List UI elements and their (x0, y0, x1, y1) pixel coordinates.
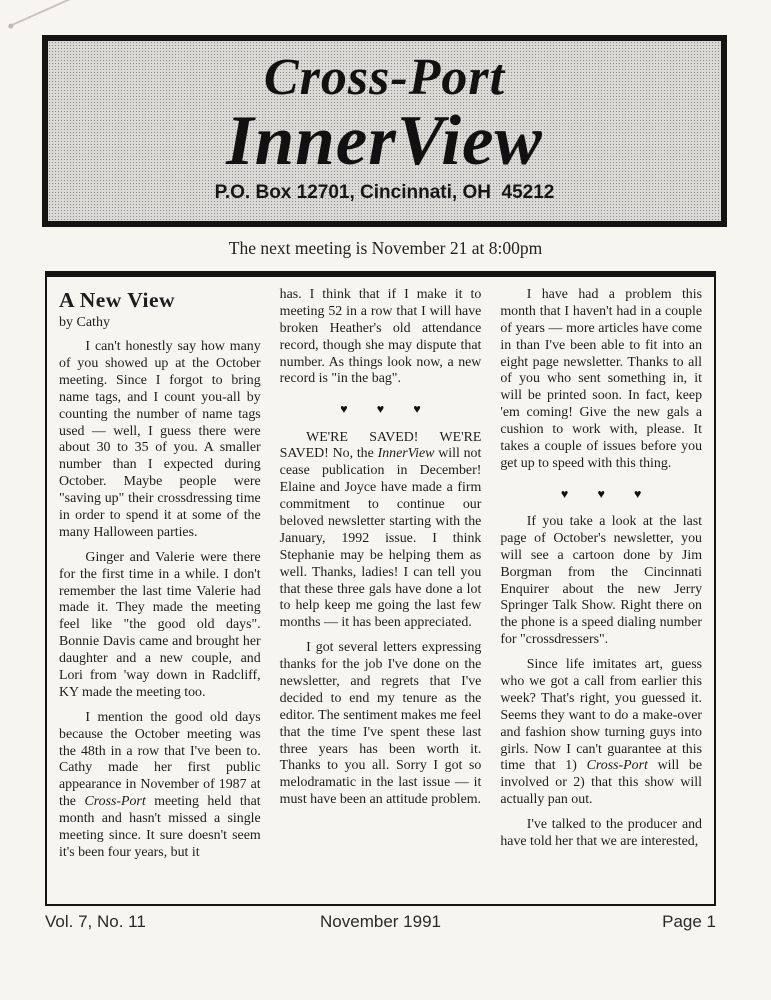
article-paragraph: I've talked to the producer and have told her that we are interested, (500, 817, 703, 850)
masthead-subtitle: InnerView (226, 102, 543, 181)
meeting-notice: The next meeting is November 21 at 8:00pm (228, 238, 543, 258)
masthead-address: P.O. Box 12701, Cincinnati, OH 45212 (214, 182, 555, 204)
hearts-divider: ♥ ♥ ♥ (560, 486, 655, 501)
page-footer (45, 912, 716, 932)
masthead-title: Cross-Port (263, 49, 506, 106)
article-byline: by Cathy (59, 315, 110, 331)
article-paragraph: If you take a look at the last page of October's newsletter, you will see a cartoon done by Jim Borgman from the Cincinnati Enquirer about the new Jerry Springer Talk Show. Right there on the phone is a speed dialing number for "crossdressers". (500, 513, 703, 648)
article-paragraph: Ginger and Valerie were there for the first time in a while. I don't remember the last time Valerie had made it. They made the meeting feel like "the good old days". Bonnie Davis came and brought her daughter and a new couple, and Lori from 'way down in Radcliff, KY made the meeting too. (59, 549, 261, 700)
scan-artifact (12, 0, 108, 26)
article-column-2 (280, 285, 482, 904)
footer-date: November 1991 (320, 912, 441, 931)
article-column-3 (500, 285, 702, 904)
article-paragraph: I got several letters expressing thanks for the job I've done on the newsletter, and regrets that I've decided to end my tenure as the editor. The sentiment makes me feel that the time I've spent these last three years has been worth it. Thanks to you all. Sorry I got so melodramatic in the last issue — it must have been an attitude problem. (279, 640, 482, 808)
article-column-1 (59, 285, 261, 904)
article-paragraph: has. I think that if I make it to meeting 52 in a row that I will have broken Heather's old attendance record, though she may dispute that number. As things look now, a new record is "in the bag". (279, 287, 482, 387)
article-paragraph: Since life imitates art, guess who we got a call from earlier this week? That's right, you guessed it. Seems they want to do a make-over and fashion show turning guys into girls. Now I can't guarantee at this time that 1) Cross-Port will be involved or 2) that this show will actually pan out. (500, 657, 703, 808)
article-paragraph: I mention the good old days because the October meeting was the 48th in a row that I've been to. Cathy made her first public appearance in November of 1987 at the Cross-Port meeting held that month and hasn't missed a single meeting since. It sure doesn't seem it's been four years, but it (59, 709, 261, 860)
article-paragraph: I can't honestly say how many of you showed up at the October meeting. Since I forgot to bring name tags, and I count you-all by counting the number of name tags used — well, I guess there were about 30 to 35 of you. A smaller number than I expected during October. Maybe people were "saving up" their crossdressing time in order to spend it at some of the many Halloween parties. (59, 339, 261, 540)
footer-page: Page 1 (662, 912, 716, 931)
article-paragraph: I have had a problem this month that I haven't had in a couple of years — more articles have come in than I've been able to fit into an eight page newsletter. Thanks to all of you who sent something in, it will be printed soon. In fact, keep 'em coming! Give the new gals a cushion to work with, please. It takes a couple of issues before you get up to speed with this thing. (500, 287, 703, 471)
hearts-divider: ♥ ♥ ♥ (340, 402, 434, 417)
article-paragraph: WE'RE SAVED! WE'RE SAVED! No, the InnerView will not cease publication in December! Elaine and Joyce have made a firm commitment to continue our beloved newsletter starting with the January, 1992 issue. I think Stephanie may be helping them as well. Thanks, ladies! I can tell you that these three gals have done a lot to help keep me going the last few months — it has been appreciated. (279, 429, 482, 631)
article-body-box (45, 271, 716, 906)
footer-volume: Vol. 7, No. 11 (45, 912, 146, 931)
article-title: A New View (59, 288, 176, 312)
masthead-box (42, 35, 727, 227)
